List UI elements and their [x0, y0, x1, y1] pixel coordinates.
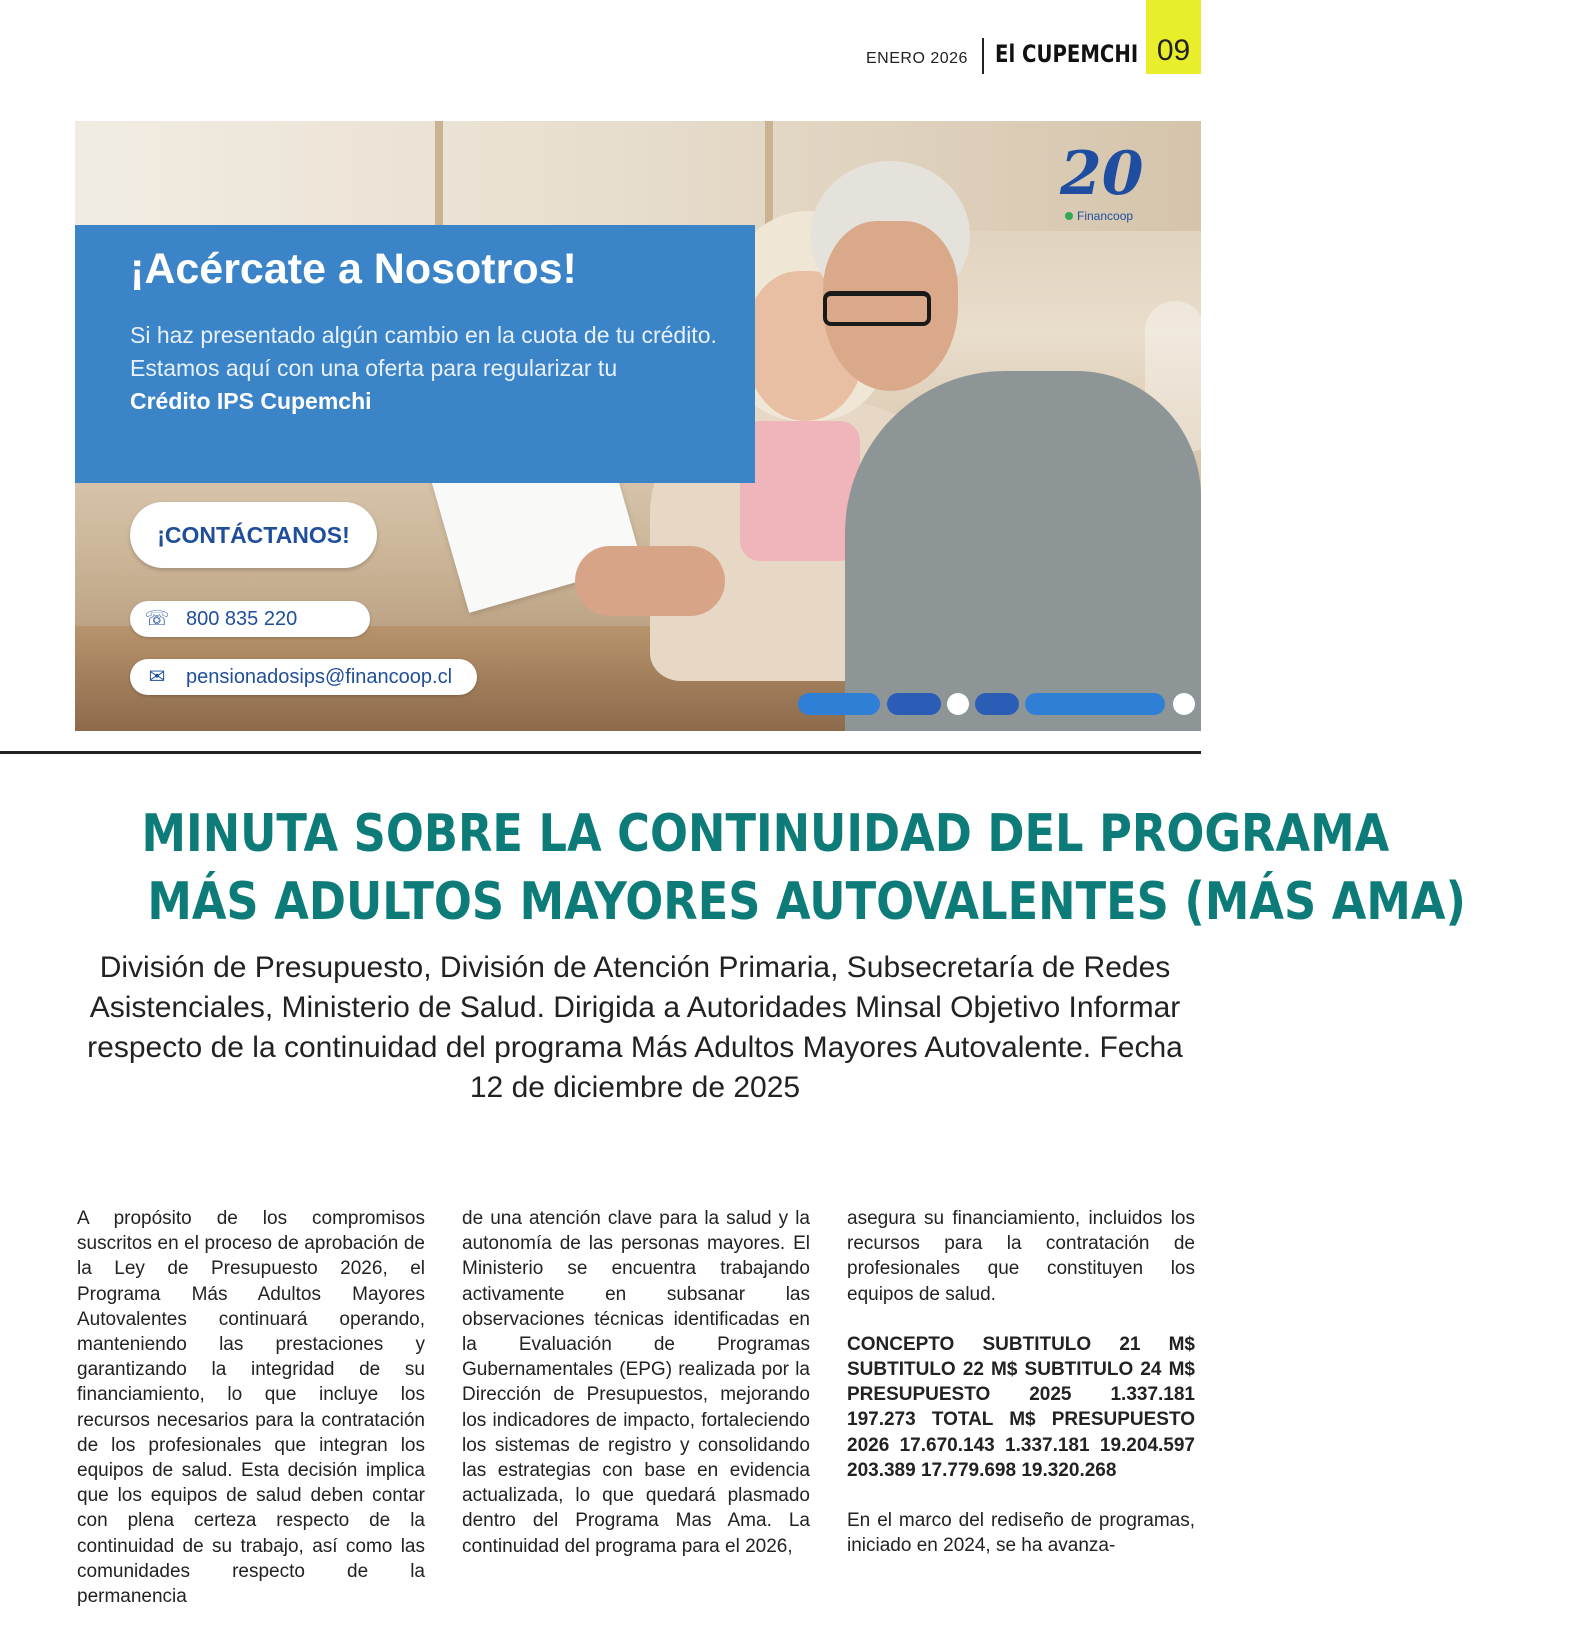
carousel-indicator[interactable]: [798, 693, 880, 715]
article-headline: [40, 800, 1466, 936]
article-column-2: [462, 1206, 810, 1584]
column-2-text: de una atención clave para la salud y la autonomía de las personas mayores. El Ministerio se encuentra trabajando activamente en subsanar las observaciones técnicas identificadas en la Evaluación de Programas Gubernamentales (EPG) realizada por la Dirección de Presupuestos, mejorando los indicadores de impacto, fortaleciendo los sistemas de registro y consolidando las estrategias con base en evidencia actualizada, lo que quedará plasmado dentro del Programa Mas Ama. La continuidad del programa para el 2026,: [462, 1208, 810, 1557]
section-divider: [0, 751, 1201, 754]
article-column-1: [77, 1206, 425, 1634]
carousel-indicator[interactable]: [887, 693, 941, 715]
ad-title: ¡Acércate a Nosotros!: [130, 245, 577, 293]
email-address: pensionadosips@financoop.cl: [186, 666, 453, 688]
phone-icon: ☏: [144, 608, 170, 630]
column-1-text: A propósito de los compromisos suscritos en el proceso de aprobación de la Ley de Presupuesto 2026, el Programa Más Adultos Mayores Autovalentes continuará operando, manteniendo las prestaciones y garantizando la integridad de su financiamiento, lo que incluye los recursos necesarios para la contratación de los profesionales que integran los equipos de salud. Esta decisión implica que los equipos de salud deben contar con plena certeza respecto de la continuidad de su trabajo, así como las comunidades respecto de la permanencia: [77, 1208, 425, 1608]
carousel-indicator[interactable]: [947, 693, 969, 715]
ad-body-line1: Si haz presentado algún cambio en la cuota de tu crédito.: [130, 322, 717, 348]
magazine-name: El CUPEMCHI: [995, 40, 1139, 68]
financoop-advertisement: [75, 121, 1201, 731]
email-pill[interactable]: [130, 659, 477, 695]
column-3-paragraph-1: asegura su financiamiento, incluidos los recursos para la contratación de profesionales que constituyen los equipos de salud.: [847, 1208, 1195, 1305]
carousel-indicator[interactable]: [975, 693, 1019, 715]
ad-body-line2: Estamos aquí con una oferta para regularizar tu: [130, 355, 618, 381]
financoop-logo-name: Financoop: [1065, 209, 1133, 223]
issue-date: ENERO 2026: [866, 50, 968, 67]
carousel-indicator[interactable]: [1173, 693, 1195, 715]
budget-table-text: CONCEPTO SUBTITULO 21 M$ SUBTITULO 22 M$ SUBTITULO 24 M$ PRESUPUESTO 2025 1.337.181 197.273 TOTAL M$ PRESUPUESTO 2026 17.670.143 1.337.181 19.204.597 203.389 17.779.698 19.320.268: [847, 1333, 1195, 1481]
glasses-shape: [823, 291, 931, 326]
article-subhead: División de Presupuesto, División de Atención Primaria, Subsecretaría de Redes Asistenciales, Ministerio de Salud. Dirigida a Autoridades Minsal Objetivo Informar respecto de la continuidad del programa Más Adultos Mayores Autovalente. Fecha 12 de diciembre de 2025: [87, 951, 1183, 1104]
header-divider: [982, 38, 984, 74]
column-3-paragraph-2: En el marco del rediseño de programas, iniciado en 2024, se ha avanza-: [847, 1510, 1195, 1557]
page-number-tab: [1146, 0, 1201, 74]
carousel-indicator[interactable]: [1025, 693, 1165, 715]
financoop-logo-number: 20: [1060, 139, 1144, 209]
ad-body: [130, 319, 730, 418]
phone-pill[interactable]: [130, 601, 370, 637]
headline-line2: MÁS ADULTOS MAYORES AUTOVALENTES (MÁS AMA): [147, 872, 1466, 932]
envelope-icon: ✉: [148, 666, 166, 688]
ad-photo-man: [845, 371, 1201, 731]
article-column-3: [847, 1206, 1195, 1583]
page-number: 09: [1156, 34, 1191, 67]
headline-line1: MINUTA SOBRE LA CONTINUIDAD DEL PROGRAMA: [141, 804, 1390, 864]
ad-background-window: [75, 121, 1201, 231]
ad-body-bold: Crédito IPS Cupemchi: [130, 388, 372, 414]
contact-button[interactable]: ¡CONTÁCTANOS!: [130, 502, 377, 568]
phone-number: 800 835 220: [186, 608, 298, 630]
